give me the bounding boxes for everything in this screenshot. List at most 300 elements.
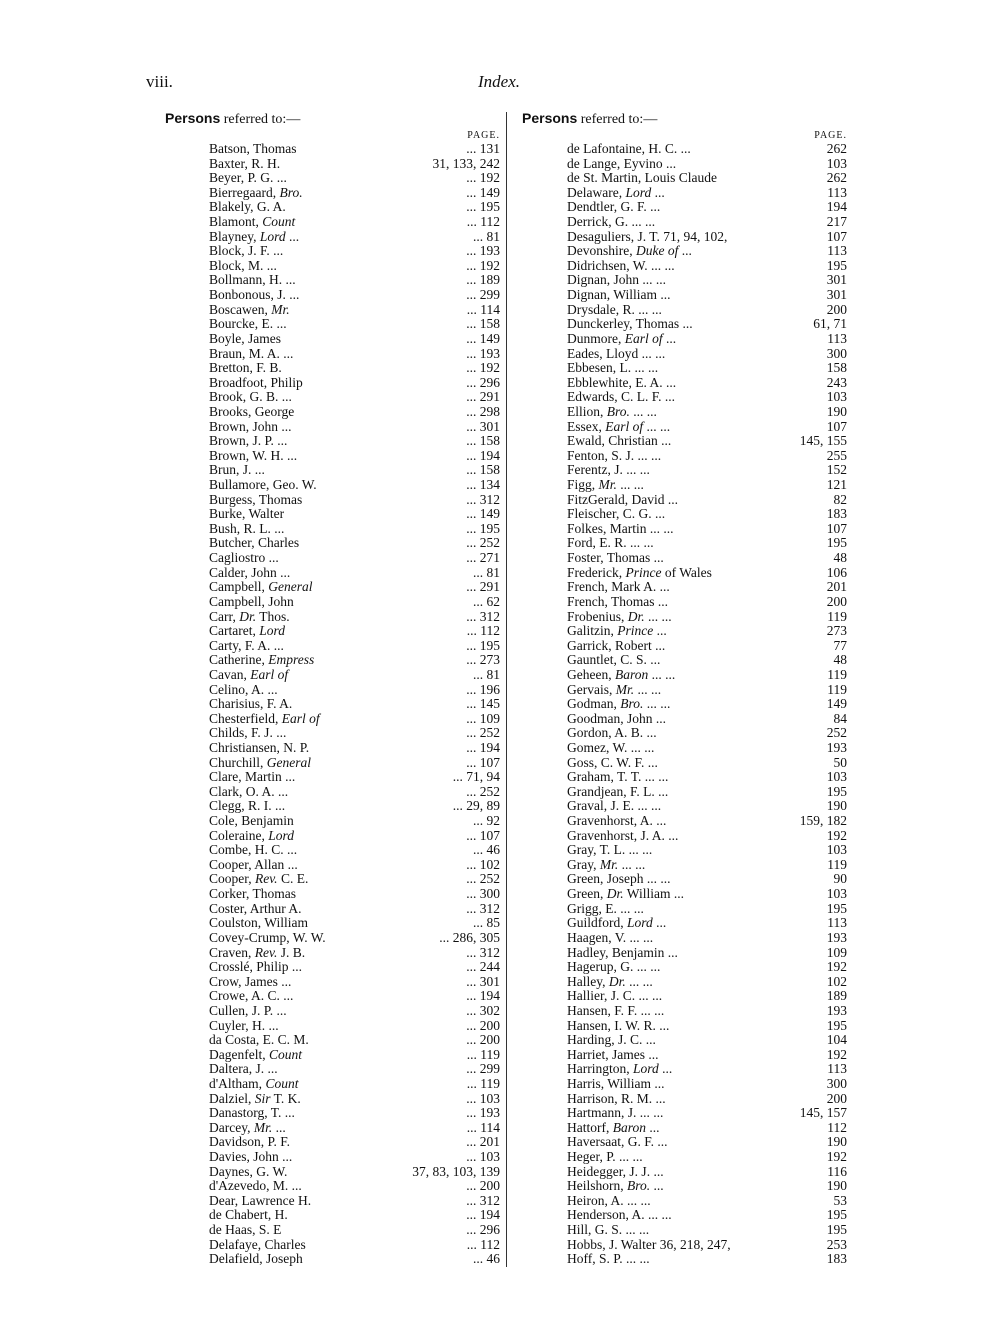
entry-pages: 107 bbox=[826, 520, 847, 536]
entry-pages: 145, 157 bbox=[799, 1105, 847, 1121]
index-entry bbox=[522, 376, 847, 391]
entry-pages: ... 145 bbox=[466, 696, 500, 712]
entry-name: Fleischer, C. G. ... bbox=[567, 507, 666, 522]
index-entry bbox=[522, 420, 847, 435]
index-entry bbox=[522, 683, 847, 698]
entry-name: Blamont, Count bbox=[209, 215, 296, 230]
index-entry bbox=[165, 405, 500, 420]
index-entry bbox=[522, 405, 847, 420]
entry-name: Childs, F. J. ... bbox=[209, 726, 287, 741]
entry-pages: ... 194 bbox=[466, 739, 500, 755]
index-entry bbox=[165, 449, 500, 464]
entry-name: de Lange, Eyvino ... bbox=[567, 156, 677, 171]
index-entry bbox=[522, 273, 847, 288]
entry-name: Davies, John ... bbox=[209, 1150, 293, 1165]
entry-name: Harris, William ... bbox=[567, 1077, 665, 1091]
entry-pages: 193 bbox=[826, 1002, 847, 1018]
index-entry bbox=[522, 536, 847, 551]
entry-pages: 193 bbox=[826, 739, 847, 755]
index-entry bbox=[522, 610, 847, 625]
index-entry bbox=[522, 580, 847, 595]
entry-name: Catherine, Empress bbox=[209, 653, 315, 668]
index-entry bbox=[522, 1150, 847, 1165]
entry-name: Delafield, Joseph bbox=[209, 1252, 303, 1267]
entry-name: Ferentz, J. ... ... bbox=[567, 463, 650, 478]
entry-name: Batson, Thomas bbox=[209, 142, 297, 156]
entry-pages: 149 bbox=[826, 696, 847, 712]
entry-name: Hobbs, J. Walter 36, 218, 247, bbox=[567, 1237, 731, 1252]
index-entry bbox=[522, 872, 847, 887]
index-entry bbox=[165, 259, 500, 274]
entry-name: Hattorf, Baron ... bbox=[567, 1120, 660, 1135]
index-entry bbox=[522, 1106, 847, 1121]
entry-pages: 200 bbox=[826, 593, 847, 609]
entry-name: Dendtler, G. F. ... bbox=[567, 200, 661, 215]
index-entry bbox=[165, 566, 500, 581]
entry-pages: ... 296 bbox=[466, 374, 500, 390]
index-entry bbox=[522, 347, 847, 362]
entry-pages: ... 291 bbox=[466, 389, 500, 405]
entry-pages: 107 bbox=[826, 418, 847, 434]
entry-name: Cullen, J. P. ... bbox=[209, 1003, 287, 1018]
entry-pages: ... 149 bbox=[466, 184, 500, 200]
entry-pages: ... 286, 305 bbox=[439, 929, 500, 945]
index-entry bbox=[522, 463, 847, 478]
entry-name: Edwards, C. L. F. ... bbox=[567, 390, 676, 405]
entry-pages: 190 bbox=[826, 1178, 847, 1194]
index-entry bbox=[165, 624, 500, 639]
entry-name: Cagliostro ... bbox=[209, 551, 279, 566]
entry-name: de Chabert, H. bbox=[209, 1208, 288, 1223]
entry-pages: 103 bbox=[826, 842, 847, 858]
entry-pages: 300 bbox=[826, 345, 847, 361]
index-entry bbox=[165, 1135, 500, 1150]
entry-pages: 119 bbox=[827, 681, 847, 697]
entry-pages: ... 109 bbox=[466, 710, 500, 726]
entry-pages: 195 bbox=[826, 1222, 847, 1238]
entry-name: Frobenius, Dr. ... ... bbox=[567, 609, 672, 624]
page-title: Index. bbox=[478, 72, 521, 91]
entry-pages: 301 bbox=[826, 287, 847, 303]
entry-name: Brooks, George bbox=[209, 404, 295, 419]
entry-name: Coster, Arthur A. bbox=[209, 901, 302, 916]
entry-pages: 183 bbox=[826, 1251, 847, 1267]
entry-name: Bretton, F. B. bbox=[209, 361, 282, 376]
entry-pages: 192 bbox=[826, 1046, 847, 1062]
entry-pages: 192 bbox=[826, 959, 847, 975]
index-entry bbox=[165, 536, 500, 551]
entry-pages: ... 112 bbox=[466, 623, 500, 639]
entry-pages: 109 bbox=[826, 944, 847, 960]
entry-name: Goss, C. W. F. ... bbox=[567, 755, 658, 770]
index-entry bbox=[522, 639, 847, 654]
index-entry bbox=[165, 595, 500, 610]
entry-name: Guildford, Lord ... bbox=[567, 916, 667, 931]
index-entry bbox=[165, 244, 500, 259]
entry-pages: ... 131 bbox=[466, 141, 500, 156]
index-entry bbox=[522, 1252, 847, 1267]
index-entry bbox=[522, 230, 847, 245]
entry-pages: ... 81 bbox=[473, 666, 500, 682]
index-entry bbox=[522, 449, 847, 464]
entry-pages: 200 bbox=[826, 301, 847, 317]
entry-pages: 262 bbox=[826, 170, 847, 186]
entry-pages: ... 114 bbox=[466, 1119, 500, 1135]
entry-name: Hoff, S. P. ... ... bbox=[567, 1252, 650, 1267]
entry-name: Grigg, E. ... ... bbox=[567, 901, 644, 916]
index-entry bbox=[522, 157, 847, 172]
entry-name: d'Altham, Count bbox=[209, 1077, 299, 1091]
entry-name: Hansen, F. F. ... ... bbox=[567, 1003, 665, 1018]
index-entry bbox=[522, 478, 847, 493]
index-entry bbox=[522, 1223, 847, 1238]
entry-pages: ... 291 bbox=[466, 579, 500, 595]
entry-pages: 113 bbox=[827, 330, 847, 346]
entry-pages: ... 158 bbox=[466, 433, 500, 449]
entry-pages: ... 299 bbox=[466, 287, 500, 303]
entry-pages: 194 bbox=[826, 199, 847, 215]
entry-name: Dunckerley, Thomas ... bbox=[567, 317, 693, 332]
entry-pages: 84 bbox=[833, 710, 847, 726]
index-entry bbox=[522, 1179, 847, 1194]
index-entry bbox=[165, 507, 500, 522]
entry-name: Heiron, A. ... ... bbox=[567, 1193, 651, 1208]
entry-name: Green, Dr. William ... bbox=[567, 887, 684, 902]
index-entry bbox=[165, 1092, 500, 1107]
entry-name: Gomez, W. ... ... bbox=[567, 740, 655, 755]
index-entry bbox=[165, 916, 500, 931]
entry-pages: 195 bbox=[826, 783, 847, 799]
index-entry bbox=[522, 1121, 847, 1136]
entry-pages: 119 bbox=[827, 608, 847, 624]
entry-pages: ... 195 bbox=[466, 637, 500, 653]
entry-pages: 103 bbox=[826, 155, 847, 171]
entry-pages: 300 bbox=[826, 1076, 847, 1091]
entry-pages: ... 252 bbox=[466, 871, 500, 887]
entry-name: Crosslé, Philip ... bbox=[209, 960, 303, 975]
index-entry bbox=[165, 142, 500, 157]
entry-pages: 103 bbox=[826, 389, 847, 405]
entry-pages: ... 296 bbox=[466, 1222, 500, 1238]
index-entry bbox=[165, 814, 500, 829]
entry-pages: ... 312 bbox=[466, 900, 500, 916]
entry-name: Braun, M. A. ... bbox=[209, 346, 294, 361]
entry-name: Heilshorn, Bro. ... bbox=[567, 1179, 664, 1194]
index-entry bbox=[165, 1179, 500, 1194]
heading-bold: Persons bbox=[522, 110, 578, 126]
entry-name: Heger, P. ... ... bbox=[567, 1150, 643, 1165]
index-entry bbox=[522, 653, 847, 668]
entry-pages: 77 bbox=[833, 637, 847, 653]
entry-pages: ... 312 bbox=[466, 491, 500, 507]
index-entry bbox=[165, 741, 500, 756]
entry-name: Crow, James ... bbox=[209, 974, 292, 989]
entry-name: Delafaye, Charles bbox=[209, 1237, 306, 1252]
entry-name: Desaguliers, J. T. 71, 94, 102, bbox=[567, 229, 728, 244]
entry-name: Churchill, General bbox=[209, 755, 311, 770]
index-entry bbox=[165, 946, 500, 961]
page-column-label: PAGE. bbox=[814, 130, 847, 141]
entry-name: Block, M. ... bbox=[209, 258, 277, 273]
index-entry bbox=[522, 332, 847, 347]
entry-name: Ewald, Christian ... bbox=[567, 434, 672, 449]
column-heading bbox=[522, 110, 847, 130]
entry-name: Gray, Mr. ... ... bbox=[567, 857, 646, 872]
entry-pages: ... 112 bbox=[466, 214, 500, 230]
index-entry bbox=[522, 522, 847, 537]
entry-pages: ... 119 bbox=[466, 1076, 500, 1091]
entry-pages: ... 149 bbox=[466, 506, 500, 522]
entry-pages: 262 bbox=[826, 141, 847, 156]
entry-name: Cole, Benjamin bbox=[209, 814, 294, 829]
entry-pages: ... 302 bbox=[466, 1002, 500, 1018]
entry-name: Harrington, Lord ... bbox=[567, 1062, 673, 1077]
index-entry bbox=[165, 712, 500, 727]
entry-pages: 190 bbox=[826, 1134, 847, 1150]
entry-name: Ford, E. R. ... ... bbox=[567, 536, 654, 551]
entry-pages: 183 bbox=[826, 506, 847, 522]
entry-name: Garrick, Robert ... bbox=[567, 638, 666, 653]
entry-name: Haversaat, G. F. ... bbox=[567, 1135, 668, 1150]
column-heading bbox=[165, 110, 500, 130]
entry-pages: 102 bbox=[826, 973, 847, 989]
index-entry bbox=[522, 975, 847, 990]
entry-name: Brun, J. ... bbox=[209, 463, 265, 478]
index-entry bbox=[522, 595, 847, 610]
entry-pages: ... 301 bbox=[466, 973, 500, 989]
index-entry bbox=[165, 843, 500, 858]
index-entry bbox=[522, 785, 847, 800]
entry-name: Geheen, Baron ... ... bbox=[567, 667, 676, 682]
left-index-column bbox=[165, 110, 500, 1267]
index-entry bbox=[165, 376, 500, 391]
entry-pages: ... 107 bbox=[466, 827, 500, 843]
index-entry bbox=[522, 186, 847, 201]
entry-pages: 255 bbox=[826, 447, 847, 463]
entry-name: Beyer, P. G. ... bbox=[209, 171, 287, 186]
index-entry bbox=[165, 1033, 500, 1048]
entry-name: Folkes, Martin ... ... bbox=[567, 521, 674, 536]
index-entry bbox=[522, 756, 847, 771]
index-entry bbox=[165, 303, 500, 318]
entry-pages: ... 252 bbox=[466, 535, 500, 551]
entry-pages: 48 bbox=[833, 652, 847, 668]
entry-pages: 252 bbox=[826, 725, 847, 741]
entry-name: Block, J. F. ... bbox=[209, 244, 284, 259]
entry-name: Clegg, R. I. ... bbox=[209, 799, 286, 814]
entry-pages: 201 bbox=[826, 579, 847, 595]
entry-name: Blakely, G. A. bbox=[209, 200, 286, 215]
entry-name: Henderson, A. ... ... bbox=[567, 1208, 672, 1223]
column-divider bbox=[506, 112, 507, 1267]
index-entry bbox=[522, 624, 847, 639]
entry-name: French, Thomas ... bbox=[567, 594, 668, 609]
entry-pages: ... 119 bbox=[466, 1046, 500, 1062]
entry-name: Boyle, James bbox=[209, 331, 281, 346]
entry-pages: 253 bbox=[826, 1236, 847, 1252]
index-entry bbox=[165, 785, 500, 800]
entry-pages: 152 bbox=[826, 462, 847, 478]
index-entry bbox=[522, 1194, 847, 1209]
entry-pages: 192 bbox=[826, 1149, 847, 1165]
entry-name: da Costa, E. C. M. bbox=[209, 1033, 309, 1048]
heading-rest: referred to:— bbox=[577, 112, 658, 127]
entry-pages: 243 bbox=[826, 374, 847, 390]
index-entry bbox=[522, 171, 847, 186]
index-entry bbox=[165, 1062, 500, 1077]
entry-name: Grandjean, F. L. ... bbox=[567, 784, 669, 799]
entry-name: Hagerup, G. ... ... bbox=[567, 960, 661, 975]
index-entry bbox=[165, 390, 500, 405]
index-entry bbox=[522, 1165, 847, 1180]
entry-pages: ... 103 bbox=[466, 1090, 500, 1106]
entry-name: Delaware, Lord ... bbox=[567, 185, 665, 200]
entry-pages: 159, 182 bbox=[799, 813, 847, 829]
index-entry bbox=[165, 157, 500, 172]
entry-name: Haagen, V. ... ... bbox=[567, 930, 654, 945]
entry-name: Carr, Dr. Thos. bbox=[209, 609, 290, 624]
index-entry bbox=[522, 1077, 847, 1092]
entry-pages: ... 85 bbox=[473, 915, 500, 931]
entry-name: Galitzin, Prince ... bbox=[567, 624, 667, 639]
index-entry bbox=[522, 1033, 847, 1048]
entry-pages: 190 bbox=[826, 403, 847, 419]
entry-pages: ... 301 bbox=[466, 418, 500, 434]
entry-name: Covey-Crump, W. W. bbox=[209, 930, 326, 945]
entry-name: Coleraine, Lord bbox=[209, 828, 294, 843]
entry-pages: 195 bbox=[826, 900, 847, 916]
entry-pages: 90 bbox=[833, 871, 847, 887]
entry-pages: 106 bbox=[826, 564, 847, 580]
entry-pages: ... 192 bbox=[466, 257, 500, 273]
entry-pages: ... 300 bbox=[466, 886, 500, 902]
index-entry bbox=[165, 434, 500, 449]
index-entry bbox=[522, 668, 847, 683]
index-entry bbox=[165, 347, 500, 362]
index-entry bbox=[165, 697, 500, 712]
index-entry bbox=[165, 273, 500, 288]
entry-name: Brown, John ... bbox=[209, 419, 292, 434]
index-entry bbox=[165, 726, 500, 741]
index-entry bbox=[522, 697, 847, 712]
entry-name: Bonbonous, J. ... bbox=[209, 288, 300, 303]
index-entry bbox=[522, 317, 847, 332]
entry-name: Derrick, G. ... ... bbox=[567, 215, 656, 230]
entry-name: Dagenfelt, Count bbox=[209, 1047, 302, 1062]
entry-pages: ... 312 bbox=[466, 1192, 500, 1208]
entry-name: Frederick, Prince of Wales bbox=[567, 565, 712, 580]
index-entry bbox=[522, 566, 847, 581]
entry-pages: 119 bbox=[827, 666, 847, 682]
entry-name: Chesterfield, Earl of bbox=[209, 711, 320, 726]
index-entry bbox=[522, 215, 847, 230]
entry-pages: ... 62 bbox=[473, 593, 500, 609]
entry-pages: ... 298 bbox=[466, 403, 500, 419]
entry-name: Clark, O. A. ... bbox=[209, 784, 289, 799]
index-entry bbox=[165, 1019, 500, 1034]
index-entry bbox=[522, 142, 847, 157]
entry-name: Dignan, William ... bbox=[567, 288, 671, 303]
heading-rest: referred to:— bbox=[220, 112, 301, 127]
entry-name: Combe, H. C. ... bbox=[209, 843, 298, 858]
entry-name: Eades, Lloyd ... ... bbox=[567, 346, 666, 361]
entry-name: Harding, J. C. ... bbox=[567, 1033, 656, 1048]
index-entry bbox=[522, 726, 847, 741]
entry-name: Hill, G. S. ... ... bbox=[567, 1223, 650, 1238]
index-entry bbox=[522, 259, 847, 274]
entry-pages: 113 bbox=[827, 184, 847, 200]
entry-pages: 217 bbox=[826, 214, 847, 230]
index-entry bbox=[165, 420, 500, 435]
entry-pages: 192 bbox=[826, 827, 847, 843]
entry-name: Daynes, G. W. bbox=[209, 1164, 288, 1179]
index-entry bbox=[522, 946, 847, 961]
index-entry bbox=[165, 551, 500, 566]
index-entry bbox=[522, 931, 847, 946]
entry-pages: ... 312 bbox=[466, 608, 500, 624]
entry-pages: ... 201 bbox=[466, 1134, 500, 1150]
index-entry bbox=[165, 1150, 500, 1165]
entry-pages: ... 149 bbox=[466, 330, 500, 346]
entry-pages: ... 200 bbox=[466, 1017, 500, 1033]
entry-name: Essex, Earl of ... ... bbox=[567, 419, 671, 434]
index-entry bbox=[522, 799, 847, 814]
entry-pages: 37, 83, 103, 139 bbox=[412, 1163, 500, 1179]
entry-name: Coulston, William bbox=[209, 916, 308, 931]
entry-pages: 195 bbox=[826, 1017, 847, 1033]
index-entry bbox=[522, 1048, 847, 1063]
entry-pages: 121 bbox=[826, 477, 847, 493]
entry-pages: 145, 155 bbox=[799, 433, 847, 449]
index-entry bbox=[522, 507, 847, 522]
entry-pages: 112 bbox=[827, 1119, 847, 1135]
entry-name: Gray, T. L. ... ... bbox=[567, 843, 653, 858]
entry-pages: 31, 133, 242 bbox=[432, 155, 500, 171]
entry-name: Campbell, General bbox=[209, 580, 313, 595]
index-entry bbox=[165, 1106, 500, 1121]
entry-name: Figg, Mr. ... ... bbox=[567, 478, 644, 493]
entry-pages: ... 134 bbox=[466, 477, 500, 493]
index-entry bbox=[522, 960, 847, 975]
entry-pages: ... 102 bbox=[466, 856, 500, 872]
entry-pages: ... 192 bbox=[466, 360, 500, 376]
entry-name: Butcher, Charles bbox=[209, 536, 300, 551]
entry-name: Cooper, Allan ... bbox=[209, 857, 298, 872]
index-entry bbox=[522, 1092, 847, 1107]
index-entry bbox=[165, 332, 500, 347]
entry-pages: 158 bbox=[826, 360, 847, 376]
entry-pages: ... 196 bbox=[466, 681, 500, 697]
index-entry bbox=[165, 522, 500, 537]
entry-pages: 190 bbox=[826, 798, 847, 814]
index-entry bbox=[522, 770, 847, 785]
index-entry bbox=[522, 916, 847, 931]
entry-list bbox=[165, 142, 500, 1267]
entry-name: Graval, J. E. ... ... bbox=[567, 799, 662, 814]
index-entry bbox=[165, 1165, 500, 1180]
entry-name: Harriet, James ... bbox=[567, 1047, 659, 1062]
entry-pages: 107 bbox=[826, 228, 847, 244]
entry-pages: ... 195 bbox=[466, 199, 500, 215]
entry-name: Bierregaard, Bro. bbox=[209, 185, 303, 200]
index-entry bbox=[522, 288, 847, 303]
entry-name: Bush, R. L. ... bbox=[209, 521, 285, 536]
index-entry bbox=[165, 653, 500, 668]
index-entry bbox=[165, 1194, 500, 1209]
entry-pages: ... 193 bbox=[466, 243, 500, 259]
entry-pages: ... 200 bbox=[466, 1178, 500, 1194]
index-entry bbox=[165, 1048, 500, 1063]
